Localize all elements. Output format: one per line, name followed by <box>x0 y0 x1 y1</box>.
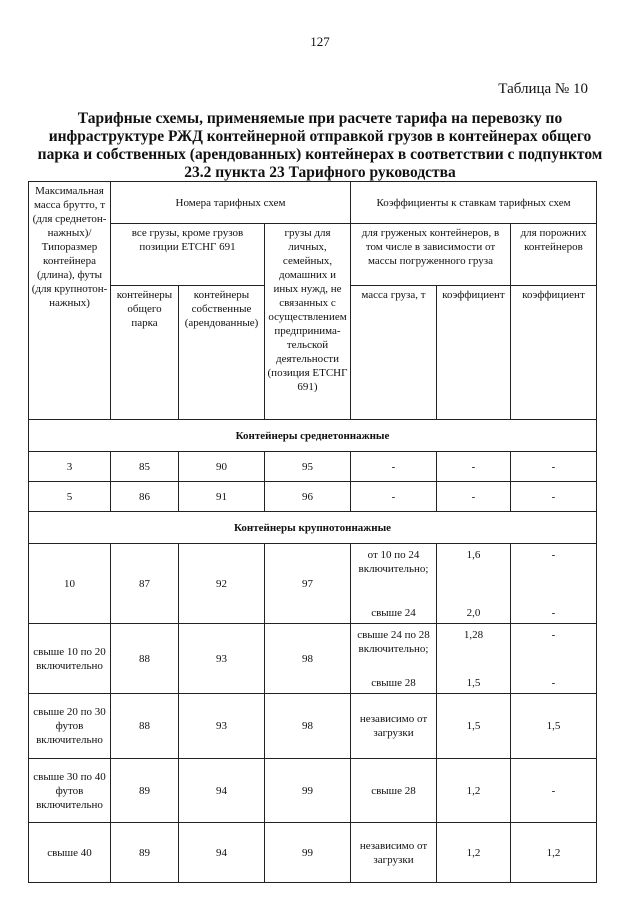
cell-cargo-mass-part: от 10 по 24 включительно; <box>358 548 429 575</box>
header-size-col: Максимальная масса брутто, т (для среднетон-нажных)/ Типоразмер контейнера (длина), футы (для крупнотон-нажных) <box>29 182 111 420</box>
cell-coef-empty-part: - <box>551 548 556 561</box>
cell-cargo-mass: - <box>351 452 437 482</box>
cell-coef-loaded-part: 2,0 <box>466 606 481 619</box>
cell-coef-loaded: - <box>437 452 511 482</box>
header-cargo-mass: масса груза, т <box>351 286 437 420</box>
cell-cargo-mass <box>351 544 437 624</box>
cell-general-park: 89 <box>111 823 179 883</box>
cell-coef-loaded: - <box>437 482 511 512</box>
cell-size: свыше 30 по 40 футов включительно <box>29 759 111 823</box>
cell-own-rented: 91 <box>179 482 265 512</box>
cell-personal: 95 <box>265 452 351 482</box>
cell-coef-empty: - <box>511 482 597 512</box>
cell-cargo-mass-part: свыше 28 <box>371 676 416 689</box>
header-own-rented: контейнеры собственные (арендованные) <box>179 286 265 420</box>
table-header <box>29 182 597 420</box>
cell-coef-loaded: 1,2 <box>437 759 511 823</box>
header-loaded: для груженых контейнеров, в том числе в зависимости от массы погруженного груза <box>351 224 511 286</box>
header-all-cargo: все грузы, кроме грузов позиции ЕТСНГ 691 <box>111 224 265 286</box>
table-title: Тарифные схемы, применяемые при расчете тарифа на перевозку по инфраструктуре РЖД контейнерной отправкой грузов в контейнерах общего парка и собственных (арендованных) контейнерах в соответствии с подпунктом 23.2 пункта 23 Тарифного руководства <box>37 110 603 181</box>
cell-coef-loaded <box>437 544 511 624</box>
table-row <box>29 482 597 512</box>
table-row <box>29 544 597 624</box>
cell-size: 10 <box>29 544 111 624</box>
header-coef-loaded: коэффициент <box>437 286 511 420</box>
cell-coef-empty: 1,5 <box>511 694 597 759</box>
cell-own-rented: 90 <box>179 452 265 482</box>
cell-coef-empty: 1,2 <box>511 823 597 883</box>
cell-size: 5 <box>29 482 111 512</box>
table-number: Таблица № 10 <box>498 81 588 97</box>
header-general-park: контейнеры общего парка <box>111 286 179 420</box>
cell-cargo-mass <box>351 624 437 694</box>
header-scheme-numbers: Номера тарифных схем <box>111 182 351 224</box>
cell-cargo-mass-stack <box>353 548 434 620</box>
cell-own-rented: 92 <box>179 544 265 624</box>
cell-general-park: 89 <box>111 759 179 823</box>
cell-coef-empty: - <box>511 452 597 482</box>
table-row <box>29 694 597 759</box>
cell-own-rented: 94 <box>179 759 265 823</box>
cell-general-park: 88 <box>111 624 179 694</box>
cell-coef-loaded-part: 1,28 <box>463 628 484 641</box>
table-row <box>29 823 597 883</box>
cell-own-rented: 94 <box>179 823 265 883</box>
cell-general-park: 87 <box>111 544 179 624</box>
cell-size: свыше 40 <box>29 823 111 883</box>
cell-coef-loaded-stack <box>439 548 508 620</box>
table-body <box>29 420 597 883</box>
cell-coef-empty-stack <box>513 548 594 620</box>
cell-size: 3 <box>29 452 111 482</box>
cell-personal: 98 <box>265 624 351 694</box>
cell-cargo-mass: свыше 28 <box>351 759 437 823</box>
cell-cargo-mass-part: свыше 24 <box>371 606 416 619</box>
table-row <box>29 759 597 823</box>
table-row <box>29 624 597 694</box>
cell-cargo-mass: независимо от загрузки <box>351 694 437 759</box>
cell-personal: 98 <box>265 694 351 759</box>
section-title: Контейнеры крупнотоннажные <box>29 512 597 544</box>
tariff-table <box>28 181 597 883</box>
cell-coef-empty-part: - <box>551 628 556 641</box>
cell-size: свыше 10 по 20 включительно <box>29 624 111 694</box>
cell-cargo-mass: независимо от загрузки <box>351 823 437 883</box>
section-row <box>29 512 597 544</box>
cell-coef-empty-part: - <box>551 676 556 689</box>
cell-cargo-mass-stack <box>353 628 434 690</box>
cell-coef-loaded-part: 1,6 <box>466 548 481 561</box>
section-title: Контейнеры среднетоннажные <box>29 420 597 452</box>
cell-coef-empty: - <box>511 759 597 823</box>
cell-cargo-mass: - <box>351 482 437 512</box>
cell-own-rented: 93 <box>179 624 265 694</box>
cell-general-park: 86 <box>111 482 179 512</box>
table-row <box>29 452 597 482</box>
cell-personal: 96 <box>265 482 351 512</box>
cell-general-park: 85 <box>111 452 179 482</box>
header-coef-empty: коэффициент <box>511 286 597 420</box>
page-number: 127 <box>310 34 330 49</box>
cell-cargo-mass-part: свыше 24 по 28 включительно; <box>357 628 430 655</box>
header-coefficients: Коэффициенты к ставкам тарифных схем <box>351 182 597 224</box>
cell-coef-empty <box>511 544 597 624</box>
cell-size: свыше 20 по 30 футов включительно <box>29 694 111 759</box>
cell-personal: 99 <box>265 759 351 823</box>
cell-general-park: 88 <box>111 694 179 759</box>
cell-coef-loaded: 1,5 <box>437 694 511 759</box>
cell-own-rented: 93 <box>179 694 265 759</box>
cell-coef-loaded <box>437 624 511 694</box>
cell-coef-loaded-part: 1,5 <box>466 676 481 689</box>
section-row <box>29 420 597 452</box>
cell-coef-empty-part: - <box>551 606 556 619</box>
cell-coef-empty <box>511 624 597 694</box>
cell-coef-loaded-stack <box>439 628 508 690</box>
cell-personal: 99 <box>265 823 351 883</box>
cell-coef-empty-stack <box>513 628 594 690</box>
cell-personal: 97 <box>265 544 351 624</box>
header-personal-cargo: грузы для личных, семейных, домашних и иных нужд, не связанных с осуществлением предпринима-тельской деятельности (позиция ЕТСНГ 691) <box>265 224 351 420</box>
header-empty: для порожних контейнеров <box>511 224 597 286</box>
cell-coef-loaded: 1,2 <box>437 823 511 883</box>
